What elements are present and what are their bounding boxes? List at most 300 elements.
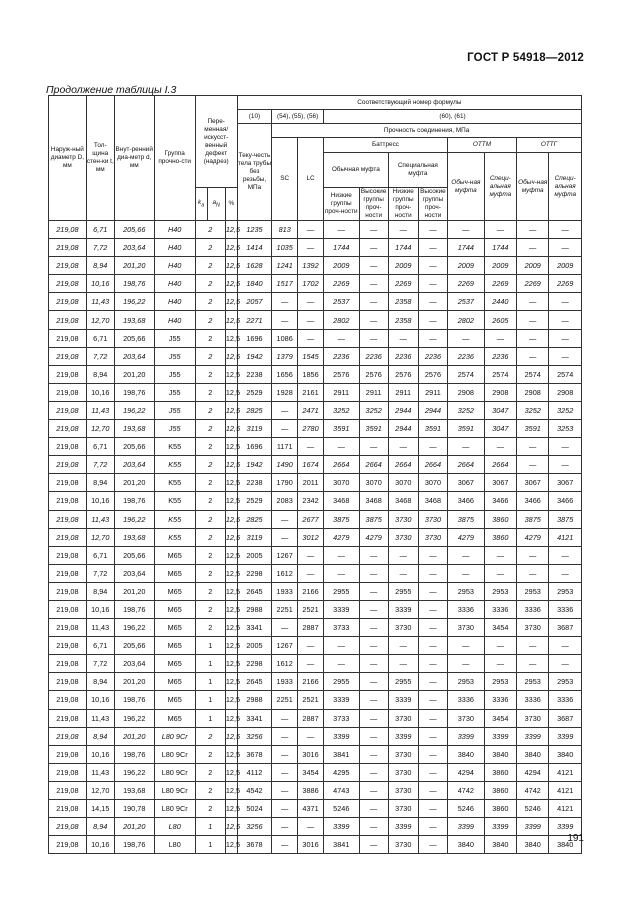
cell-yield: 1840 (237, 275, 272, 293)
cell-bt-special-low: 3730 (388, 528, 418, 546)
cell-an: 12,5 (225, 365, 237, 383)
cell-ottm-normal: — (447, 438, 484, 456)
cell-wall-thickness: 7,72 (86, 239, 114, 257)
cell-bt-normal-high: 3468 (359, 492, 388, 510)
cell-an: 12,5 (225, 600, 237, 618)
cell-strength-group: L80 9Cr (154, 763, 195, 781)
cell-ottm-normal: 2802 (447, 311, 484, 329)
cell-bt-special-low: 2576 (388, 365, 418, 383)
cell-ka: 1 (195, 673, 225, 691)
table-row (49, 510, 582, 528)
cell-ottg-special: 2009 (549, 257, 582, 275)
cell-ka: 2 (195, 619, 225, 637)
cell-ka: 2 (195, 474, 225, 492)
cell-outer-diameter: 219,08 (49, 600, 87, 618)
cell-outer-diameter: 219,08 (49, 293, 87, 311)
cell-sc: — (272, 818, 298, 836)
cell-ottg-special: 3253 (549, 420, 582, 438)
cell-bt-special-high: — (418, 836, 447, 854)
cell-outer-diameter: 219,08 (49, 311, 87, 329)
cell-bt-special-low: 2944 (388, 420, 418, 438)
cell-inner-diameter: 193,68 (114, 420, 154, 438)
cell-bt-normal-low: 4295 (323, 763, 359, 781)
cell-ottm-normal: — (447, 329, 484, 347)
cell-an: 12,5 (225, 383, 237, 401)
cell-ottg-normal: 3399 (517, 818, 549, 836)
cell-ottg-special: 3687 (549, 619, 582, 637)
cell-an: 12,5 (225, 800, 237, 818)
cell-ka: 2 (195, 456, 225, 474)
cell-sc: — (272, 619, 298, 637)
cell-bt-special-low: 3730 (388, 510, 418, 528)
cell-ottm-normal: 3730 (447, 709, 484, 727)
cell-ka: 2 (195, 546, 225, 564)
cell-an: 12,5 (225, 239, 237, 257)
cell-bt-special-high: 2944 (418, 401, 447, 419)
cell-outer-diameter: 219,08 (49, 420, 87, 438)
cell-outer-diameter: 219,08 (49, 836, 87, 854)
cell-bt-normal-high: — (359, 818, 388, 836)
col-buttress: Баттресс (323, 138, 447, 153)
cell-inner-diameter: 203,64 (114, 456, 154, 474)
table-caption: Продолжение таблицы I.3 (46, 84, 177, 96)
cell-ottg-normal: — (517, 456, 549, 474)
cell-ka: 1 (195, 818, 225, 836)
cell-strength-group: M65 (154, 600, 195, 618)
cell-strength-group: J55 (154, 329, 195, 347)
cell-ottm-special: 3840 (484, 836, 516, 854)
cell-wall-thickness: 11,43 (86, 293, 114, 311)
cell-strength-group: K55 (154, 492, 195, 510)
cell-ka: 2 (195, 510, 225, 528)
cell-wall-thickness: 8,94 (86, 257, 114, 275)
cell-bt-special-low: — (388, 564, 418, 582)
cell-bt-special-low: 2358 (388, 311, 418, 329)
cell-bt-special-low: 3468 (388, 492, 418, 510)
cell-ka: 1 (195, 655, 225, 673)
cell-inner-diameter: 201,20 (114, 818, 154, 836)
cell-outer-diameter: 219,08 (49, 492, 87, 510)
cell-an: 12,5 (225, 311, 237, 329)
table-row (49, 818, 582, 836)
cell-outer-diameter: 219,08 (49, 619, 87, 637)
cell-outer-diameter: 219,08 (49, 637, 87, 655)
cell-strength-group: M65 (154, 564, 195, 582)
cell-strength-group: H40 (154, 239, 195, 257)
table-row (49, 619, 582, 637)
cell-bt-normal-low: — (323, 564, 359, 582)
cell-strength-group: J55 (154, 347, 195, 365)
cell-inner-diameter: 198,76 (114, 691, 154, 709)
table-row (49, 474, 582, 492)
cell-wall-thickness: 8,94 (86, 474, 114, 492)
table-row (49, 492, 582, 510)
cell-lc: 3886 (298, 781, 324, 799)
col-bt-special-high: Высокие группы проч-ности (420, 188, 446, 219)
cell-ottg-special: 3687 (549, 709, 582, 727)
cell-lc: — (298, 311, 324, 329)
cell-outer-diameter: 219,08 (49, 709, 87, 727)
cell-an: 12,5 (225, 745, 237, 763)
cell-strength-group: L80 (154, 836, 195, 854)
cell-wall-thickness: 7,72 (86, 456, 114, 474)
cell-sc: 1656 (272, 365, 298, 383)
formula-10: (10) (237, 110, 272, 124)
cell-sc: — (272, 763, 298, 781)
document-id: ГОСТ Р 54918—2012 (467, 52, 584, 64)
cell-bt-special-high: 3730 (418, 510, 447, 528)
table-row (49, 546, 582, 564)
cell-inner-diameter: 205,66 (114, 637, 154, 655)
cell-ottg-normal: 3336 (517, 691, 549, 709)
cell-ka: 2 (195, 492, 225, 510)
cell-sc: — (272, 781, 298, 799)
cell-ka: 2 (195, 745, 225, 763)
cell-bt-special-low: 3399 (388, 818, 418, 836)
cell-outer-diameter: 219,08 (49, 818, 87, 836)
cell-an: 12,5 (225, 564, 237, 582)
cell-bt-special-high: — (418, 709, 447, 727)
cell-wall-thickness: 10,16 (86, 600, 114, 618)
cell-bt-normal-low: 2576 (323, 365, 359, 383)
cell-ottg-normal: 3840 (517, 745, 549, 763)
cell-ka: 2 (195, 257, 225, 275)
cell-ottm-normal: 3840 (447, 745, 484, 763)
table-row (49, 836, 582, 854)
cell-sc: 1928 (272, 383, 298, 401)
cell-bt-special-low: — (388, 221, 418, 239)
table-row (49, 329, 582, 347)
cell-yield: 2988 (237, 691, 272, 709)
cell-ottg-special: — (549, 221, 582, 239)
table-row (49, 727, 582, 745)
cell-ottm-normal: 2574 (447, 365, 484, 383)
cell-bt-normal-low: 3733 (323, 709, 359, 727)
col-yield: Теку-честь тела трубы без резьбы, МПа (237, 124, 272, 221)
cell-yield: 2057 (237, 293, 272, 311)
cell-wall-thickness: 8,94 (86, 818, 114, 836)
cell-bt-special-high: 3591 (418, 420, 447, 438)
cell-yield: 2298 (237, 564, 272, 582)
cell-ottm-special: 3840 (484, 745, 516, 763)
table-row (49, 311, 582, 329)
cell-yield: 1696 (237, 329, 272, 347)
cell-sc: 2251 (272, 691, 298, 709)
cell-ottg-normal: — (517, 546, 549, 564)
cell-ottg-special: 2953 (549, 673, 582, 691)
cell-ottm-normal: 2236 (447, 347, 484, 365)
cell-yield: 1628 (237, 257, 272, 275)
cell-wall-thickness: 12,70 (86, 781, 114, 799)
col-ottg-normal: Обыч-ная муфта (517, 153, 549, 221)
cell-outer-diameter: 219,08 (49, 763, 87, 781)
cell-bt-normal-low: 2802 (323, 311, 359, 329)
cell-sc: — (272, 293, 298, 311)
cell-ottm-special: — (484, 221, 516, 239)
cell-bt-special-high: — (418, 582, 447, 600)
cell-bt-special-low: 3730 (388, 781, 418, 799)
cell-bt-special-low: 3730 (388, 619, 418, 637)
cell-lc: 2677 (298, 510, 324, 528)
cell-ottg-special: 4121 (549, 781, 582, 799)
strength-header: Прочность соединения, МПа (272, 124, 582, 138)
cell-sc: 2083 (272, 492, 298, 510)
cell-an: 12,5 (225, 582, 237, 600)
cell-ottm-normal: 3730 (447, 619, 484, 637)
cell-ottm-special: 2574 (484, 365, 516, 383)
cell-yield: 3119 (237, 528, 272, 546)
cell-outer-diameter: 219,08 (49, 564, 87, 582)
cell-bt-special-low: 2955 (388, 673, 418, 691)
cell-ka: 2 (195, 582, 225, 600)
cell-lc: 2887 (298, 619, 324, 637)
cell-ka: 1 (195, 637, 225, 655)
cell-ottm-normal: 4294 (447, 763, 484, 781)
cell-bt-normal-low: 3841 (323, 745, 359, 763)
cell-bt-normal-low: 4279 (323, 528, 359, 546)
cell-ottm-special: 3466 (484, 492, 516, 510)
cell-ottm-special: 3860 (484, 781, 516, 799)
cell-wall-thickness: 10,16 (86, 745, 114, 763)
cell-strength-group: J55 (154, 365, 195, 383)
cell-outer-diameter: 219,08 (49, 510, 87, 528)
cell-ka: 2 (195, 800, 225, 818)
cell-bt-normal-high: — (359, 655, 388, 673)
cell-ottm-special: 3860 (484, 528, 516, 546)
cell-strength-group: M65 (154, 619, 195, 637)
cell-ottg-normal: 2574 (517, 365, 549, 383)
table-row (49, 365, 582, 383)
cell-bt-special-low: — (388, 655, 418, 673)
cell-ottg-special: 3336 (549, 691, 582, 709)
cell-bt-special-low: 2269 (388, 275, 418, 293)
cell-ottg-normal: 2953 (517, 673, 549, 691)
cell-an: 12,5 (225, 347, 237, 365)
table-row (49, 438, 582, 456)
cell-sc: — (272, 528, 298, 546)
cell-lc: — (298, 546, 324, 564)
cell-wall-thickness: 6,71 (86, 637, 114, 655)
cell-wall-thickness: 10,16 (86, 383, 114, 401)
cell-bt-normal-low: 3339 (323, 691, 359, 709)
cell-bt-normal-low: 3591 (323, 420, 359, 438)
cell-yield: 1942 (237, 456, 272, 474)
table-row (49, 655, 582, 673)
cell-inner-diameter: 205,66 (114, 438, 154, 456)
cell-ottg-special: — (549, 438, 582, 456)
cell-sc: — (272, 401, 298, 419)
cell-inner-diameter: 196,22 (114, 510, 154, 528)
cell-bt-normal-high: — (359, 727, 388, 745)
cell-strength-group: M65 (154, 691, 195, 709)
cell-bt-special-high: 3468 (418, 492, 447, 510)
cell-ottm-special: 3860 (484, 510, 516, 528)
cell-bt-normal-low: — (323, 329, 359, 347)
cell-bt-special-low: 2236 (388, 347, 418, 365)
cell-an: 12,5 (225, 763, 237, 781)
cell-wall-thickness: 6,71 (86, 438, 114, 456)
cell-lc: — (298, 329, 324, 347)
col-ottm-special: Специ-альная муфта (484, 153, 516, 221)
table-row (49, 347, 582, 365)
cell-an: 12,5 (225, 709, 237, 727)
cell-wall-thickness: 11,43 (86, 709, 114, 727)
cell-bt-special-high: — (418, 691, 447, 709)
cell-inner-diameter: 201,20 (114, 365, 154, 383)
cell-ottm-special: 3399 (484, 818, 516, 836)
cell-sc: — (272, 836, 298, 854)
cell-yield: 2005 (237, 546, 272, 564)
cell-bt-special-low: 3730 (388, 800, 418, 818)
cell-ka: 2 (195, 438, 225, 456)
cell-ottm-special: — (484, 637, 516, 655)
cell-ottg-normal: 4279 (517, 528, 549, 546)
cell-yield: 3341 (237, 619, 272, 637)
cell-yield: 2238 (237, 474, 272, 492)
cell-ottm-special: 3860 (484, 763, 516, 781)
table-row (49, 763, 582, 781)
cell-inner-diameter: 203,64 (114, 347, 154, 365)
cell-bt-normal-high: — (359, 311, 388, 329)
cell-bt-special-high: — (418, 727, 447, 745)
cell-ottg-special: — (549, 293, 582, 311)
cell-bt-normal-high: — (359, 329, 388, 347)
cell-bt-special-low: 3399 (388, 727, 418, 745)
cell-sc: 1790 (272, 474, 298, 492)
cell-yield: 3119 (237, 420, 272, 438)
cell-ottm-normal: 3875 (447, 510, 484, 528)
cell-yield: 2298 (237, 655, 272, 673)
cell-bt-normal-high: — (359, 709, 388, 727)
cell-bt-special-high: — (418, 800, 447, 818)
cell-ottm-normal: 2953 (447, 582, 484, 600)
cell-bt-special-low: 3730 (388, 709, 418, 727)
cell-lc: — (298, 564, 324, 582)
cell-an: 12,5 (225, 257, 237, 275)
cell-sc: 1171 (272, 438, 298, 456)
cell-sc: 1241 (272, 257, 298, 275)
cell-inner-diameter: 196,22 (114, 293, 154, 311)
col-defect: Пере-менная/ искусст-венный дефект (надрез) (195, 96, 237, 188)
cell-bt-special-high: — (418, 818, 447, 836)
cell-ottm-special: 3399 (484, 727, 516, 745)
cell-wall-thickness: 7,72 (86, 564, 114, 582)
cell-bt-special-high: — (418, 564, 447, 582)
cell-ka: 2 (195, 781, 225, 799)
cell-ottg-special: 4121 (549, 528, 582, 546)
cell-ottg-normal: — (517, 311, 549, 329)
cell-ottm-special: — (484, 655, 516, 673)
cell-an: 12,5 (225, 329, 237, 347)
cell-bt-normal-low: 1744 (323, 239, 359, 257)
cell-ottg-special: — (549, 564, 582, 582)
cell-bt-normal-high: — (359, 600, 388, 618)
cell-bt-special-high: — (418, 239, 447, 257)
cell-lc: — (298, 438, 324, 456)
cell-bt-normal-high: — (359, 637, 388, 655)
cell-ottg-normal: — (517, 347, 549, 365)
cell-bt-special-low: 2009 (388, 257, 418, 275)
cell-inner-diameter: 203,64 (114, 564, 154, 582)
cell-bt-normal-high: — (359, 257, 388, 275)
cell-inner-diameter: 196,22 (114, 401, 154, 419)
cell-ottm-normal: 3840 (447, 836, 484, 854)
cell-bt-normal-high: — (359, 800, 388, 818)
cell-outer-diameter: 219,08 (49, 365, 87, 383)
cell-inner-diameter: 196,22 (114, 709, 154, 727)
cell-bt-special-high: 2664 (418, 456, 447, 474)
cell-ottm-special: 1744 (484, 239, 516, 257)
cell-ottm-normal: 3336 (447, 600, 484, 618)
cell-an: 12,5 (225, 492, 237, 510)
cell-ottm-special: 2269 (484, 275, 516, 293)
cell-bt-special-low: 3730 (388, 836, 418, 854)
cell-yield: 3256 (237, 818, 272, 836)
cell-lc: — (298, 655, 324, 673)
cell-ottg-normal: 3399 (517, 727, 549, 745)
cell-outer-diameter: 219,08 (49, 800, 87, 818)
cell-yield: 5024 (237, 800, 272, 818)
cell-lc: — (298, 818, 324, 836)
cell-outer-diameter: 219,08 (49, 221, 87, 239)
cell-yield: 2988 (237, 600, 272, 618)
cell-bt-special-high: — (418, 293, 447, 311)
cell-lc: 2521 (298, 600, 324, 618)
cell-strength-group: M65 (154, 582, 195, 600)
col-bt-normal-low: Низкие группы проч-ности (323, 188, 359, 221)
cell-ottm-normal: 3466 (447, 492, 484, 510)
cell-ottg-special: — (549, 456, 582, 474)
cell-bt-special-low: 3730 (388, 763, 418, 781)
cell-lc: 1702 (298, 275, 324, 293)
cell-ottm-special: — (484, 564, 516, 582)
cell-ottg-normal: 4294 (517, 763, 549, 781)
cell-strength-group: L80 (154, 818, 195, 836)
col-bt-special-low: Низкие группы проч-ности (388, 188, 418, 221)
cell-ottm-normal: 2908 (447, 383, 484, 401)
cell-ottm-normal: 3067 (447, 474, 484, 492)
cell-yield: 3678 (237, 836, 272, 854)
cell-an: 12,5 (225, 655, 237, 673)
cell-outer-diameter: 219,08 (49, 474, 87, 492)
cell-ottm-normal: 2664 (447, 456, 484, 474)
table-row (49, 709, 582, 727)
cell-ka: 2 (195, 763, 225, 781)
cell-bt-normal-high: 3875 (359, 510, 388, 528)
cell-an: 12,5 (225, 727, 237, 745)
cell-ottg-special: — (549, 637, 582, 655)
formula-60: (60), (61) (323, 110, 581, 124)
cell-lc: 3454 (298, 763, 324, 781)
cell-ottm-special: — (484, 329, 516, 347)
cell-ottg-special: 2269 (549, 275, 582, 293)
cell-ottm-normal: 2009 (447, 257, 484, 275)
cell-bt-special-high: — (418, 673, 447, 691)
cell-wall-thickness: 10,16 (86, 691, 114, 709)
cell-bt-special-high: 2236 (418, 347, 447, 365)
col-percent: % (225, 188, 237, 221)
cell-wall-thickness: 8,94 (86, 365, 114, 383)
cell-inner-diameter: 198,76 (114, 836, 154, 854)
table-row (49, 221, 582, 239)
cell-wall-thickness: 10,16 (86, 275, 114, 293)
cell-lc: 1674 (298, 456, 324, 474)
cell-bt-special-high: — (418, 763, 447, 781)
col-ottm: ОТТМ (447, 138, 516, 153)
cell-sc: 2251 (272, 600, 298, 618)
cell-inner-diameter: 205,66 (114, 221, 154, 239)
cell-sc: — (272, 745, 298, 763)
